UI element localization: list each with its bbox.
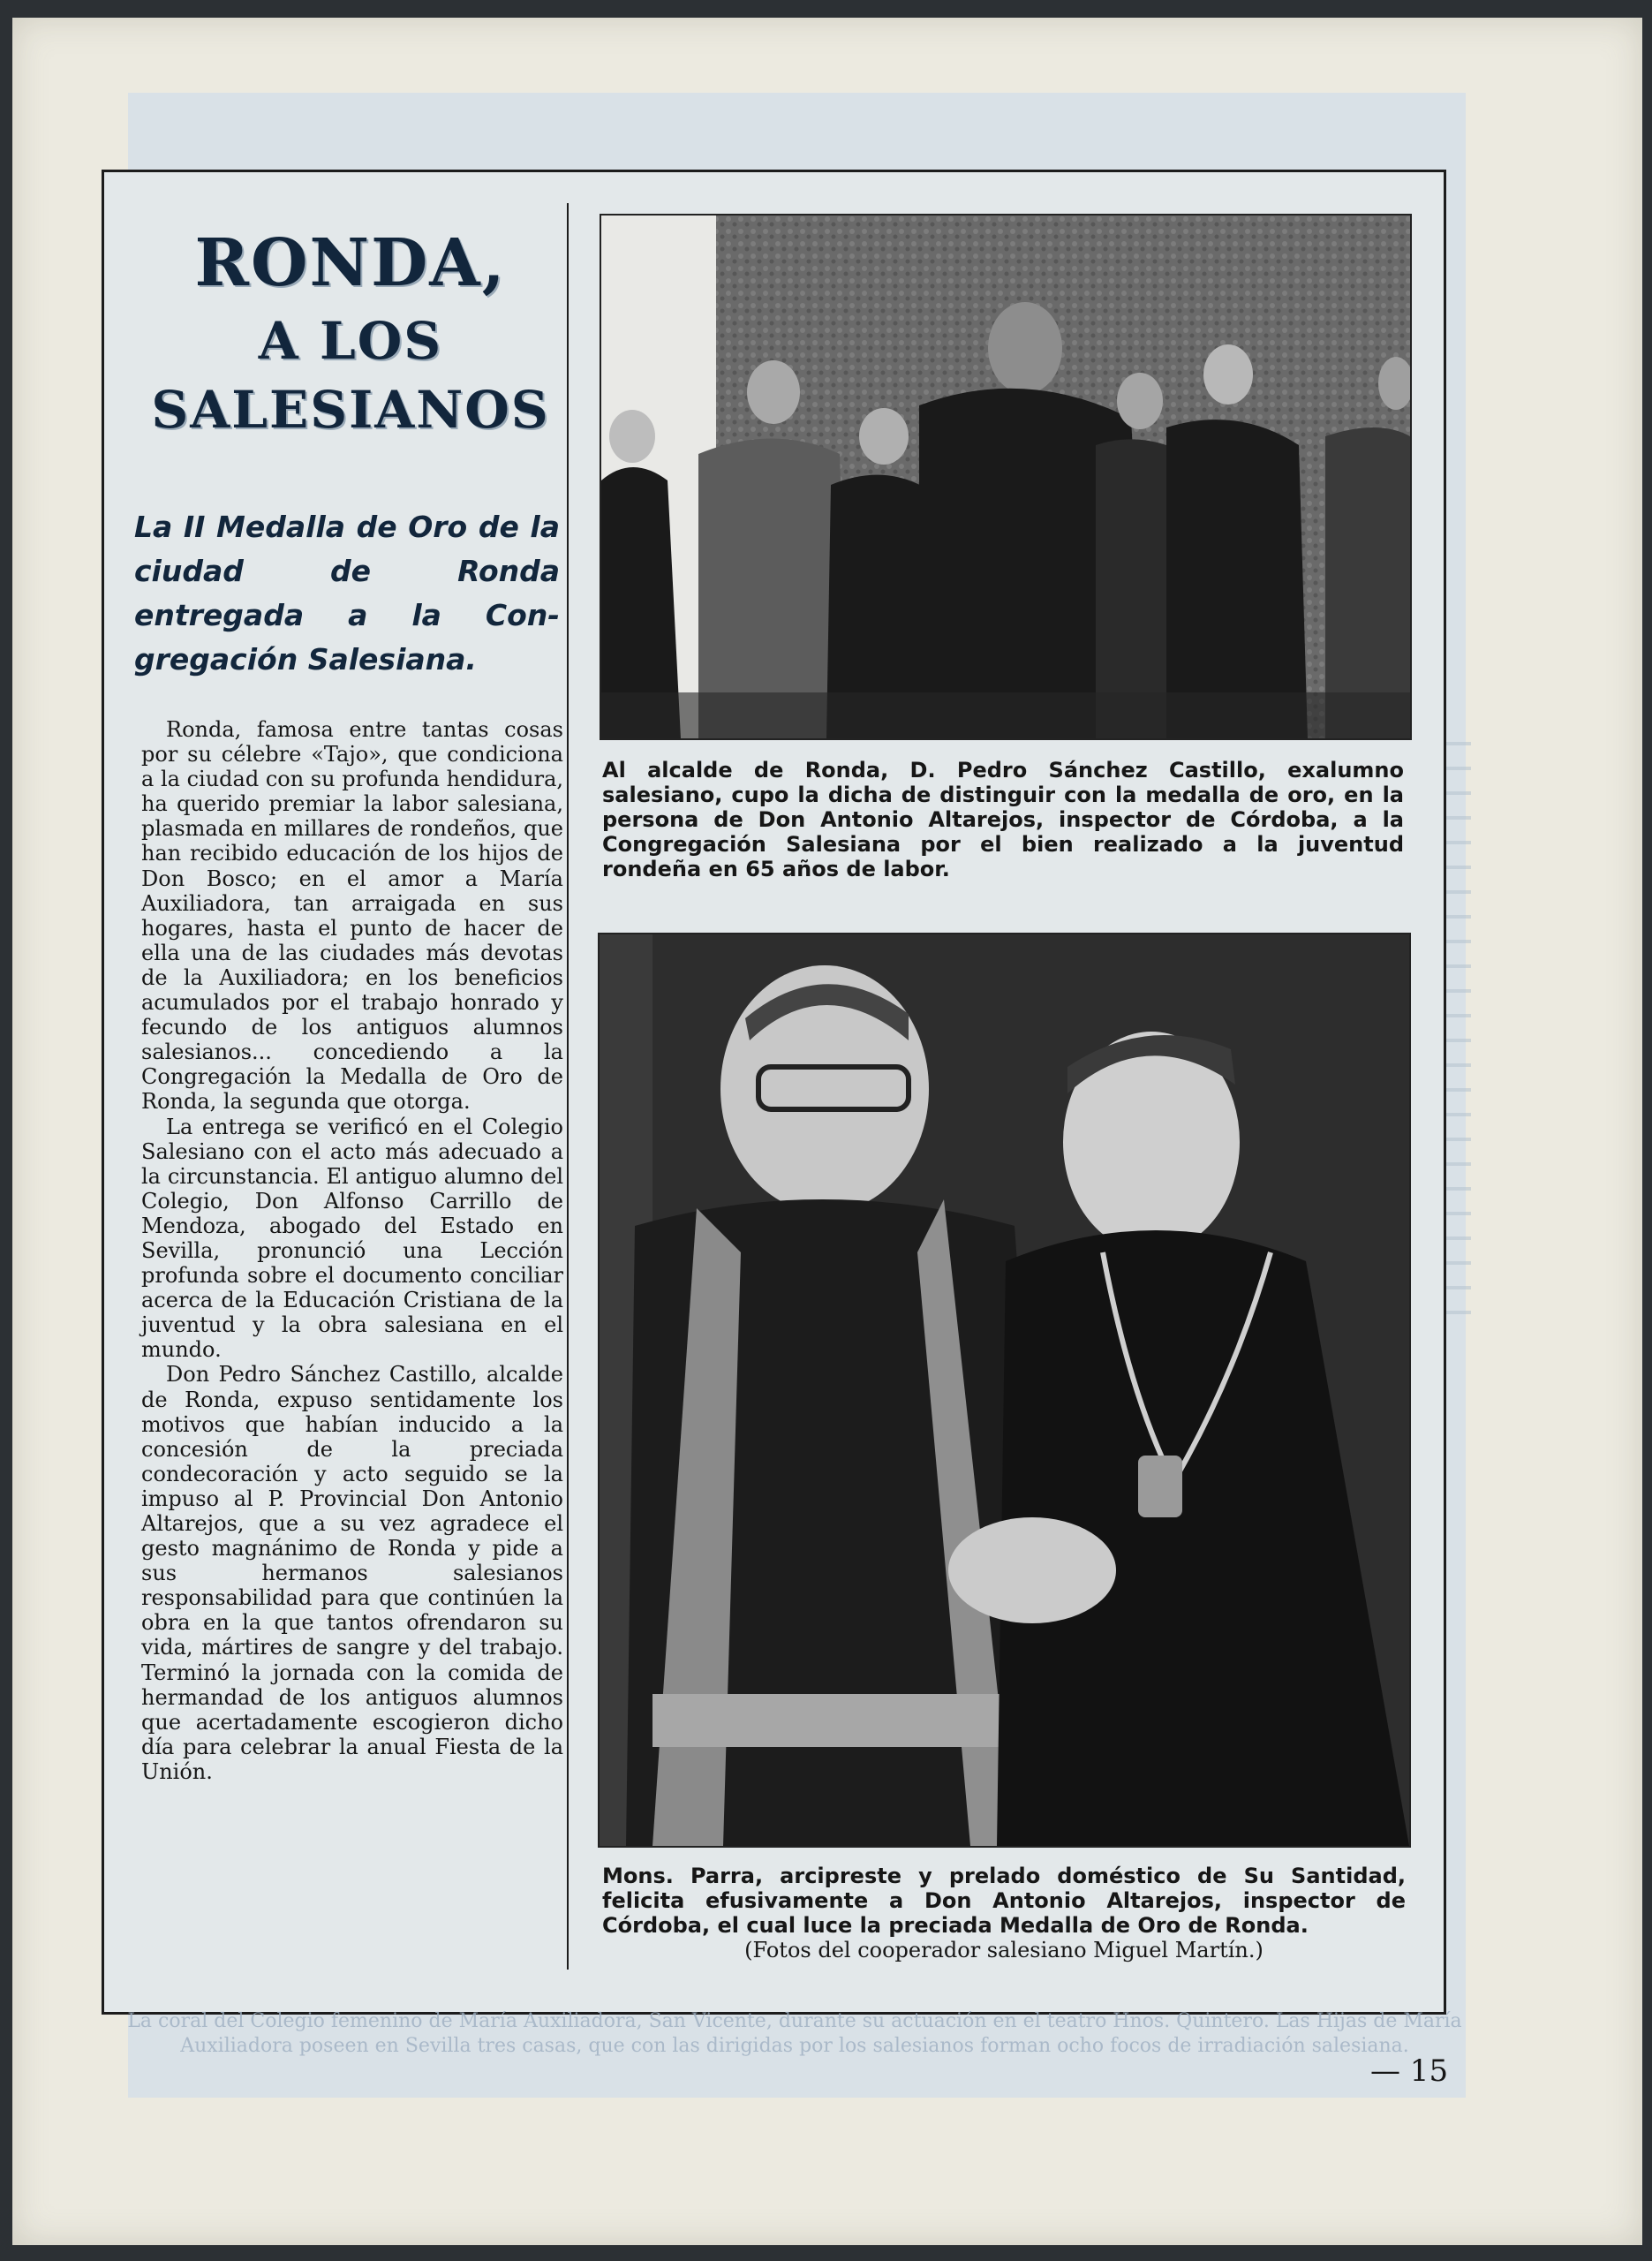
headline-line-3: SALESIANOS: [151, 380, 550, 440]
article-body: [141, 717, 563, 1784]
caption-photo-1-text: Al alcalde de Ronda, D. Pedro Sánchez Castillo, exalumno salesiano, cupo la dicha de distinguir con la medalla de oro, en la persona de Don Antonio Altarejos, inspector de Córdoba, a la Congregación Salesiana por el bien realizado a la juventud rondeña en 65 años de labor.: [602, 758, 1404, 881]
show-through-footer-text: La coral del Colegio femenino de María Auxiliadora, San Vicente, durante su actuación en el teatro Hnos. Quintero. Las Hijas de María Auxiliadora poseen en Sevilla tres casas, que con las dirigidas por los salesianos forman ocho focos de irradiación salesiana.: [127, 2010, 1462, 2057]
paragraph-3: Don Pedro Sánchez Castillo, alcalde de Ronda, expuso sentidamente los motivos que habían inducido a la concesión de la preciada condecoración y acto seguido se la impuso al P. Provincial Don Antonio Altarejos, que a su vez agradece el gesto magnánimo de Ronda y pide a sus hermanos salesianos responsabilidad para que continúen la obra en la que tantos ofrendaron su vida, mártires de sangre y del trabajo. Terminó la jornada con la comida de hermandad de los antiguos alumnos que acertadamente escogieron dicho día para celebrar la anual Fiesta de la Unión.: [141, 1362, 563, 1784]
caption-photo-2-text: Mons. Parra, arcipreste y prelado doméstico de Su Santidad, felicita efusivamente a Don Antonio Altarejos, inspector de Córdoba, el cual luce la preciada Medalla de Oro de Ronda.: [602, 1864, 1406, 1938]
paragraph-1: Ronda, famosa entre tantas cosas por su célebre «Tajo», que condiciona a la ciudad con su profunda hendidura, ha querido premiar la labor salesiana, plasmada en millares de rondeños, que han recibido educación de los hijos de Don Bosco; en el amor a María Auxiliadora, tan arraigada en sus hogares, hasta el punto de hacer de ella una de las ciudades más devotas de la Auxiliadora; en los beneficios acumulados por el trabajo honrado y fecundo de los antiguos alumnos salesianos... concediendo a la Congregación la Medalla de Oro de Ronda, la segunda que otorga.: [141, 717, 563, 1115]
headline-line-2: A LOS: [258, 311, 443, 371]
caption-photo-2: [602, 1864, 1406, 1962]
photo-credit: (Fotos del cooperador salesiano Miguel Martín.): [744, 1938, 1264, 1962]
caption-photo-1: [602, 758, 1404, 881]
page-number: — 15: [1370, 2053, 1449, 2089]
headline-line-1: RONDA,: [194, 225, 507, 301]
photo-congratulation: [598, 933, 1411, 1848]
photo-medal-ceremony: [600, 214, 1412, 740]
subheadline: La II Medalla de Oro de la ciudad de Ronda entregada a la Con-gregación Salesiana.: [134, 510, 560, 677]
paragraph-2: La entrega se verificó en el Colegio Salesiano con el acto más adecuado a la circunstancia. El antiguo alumno del Colegio, Don Alfonso Carrillo de Mendoza, abogado del Estado en Sevilla, pronunció una Lección profunda sobre el documento conciliar acerca de la Educación Cristiana de la juventud y la obra salesiana en el mundo.: [141, 1114, 563, 1363]
